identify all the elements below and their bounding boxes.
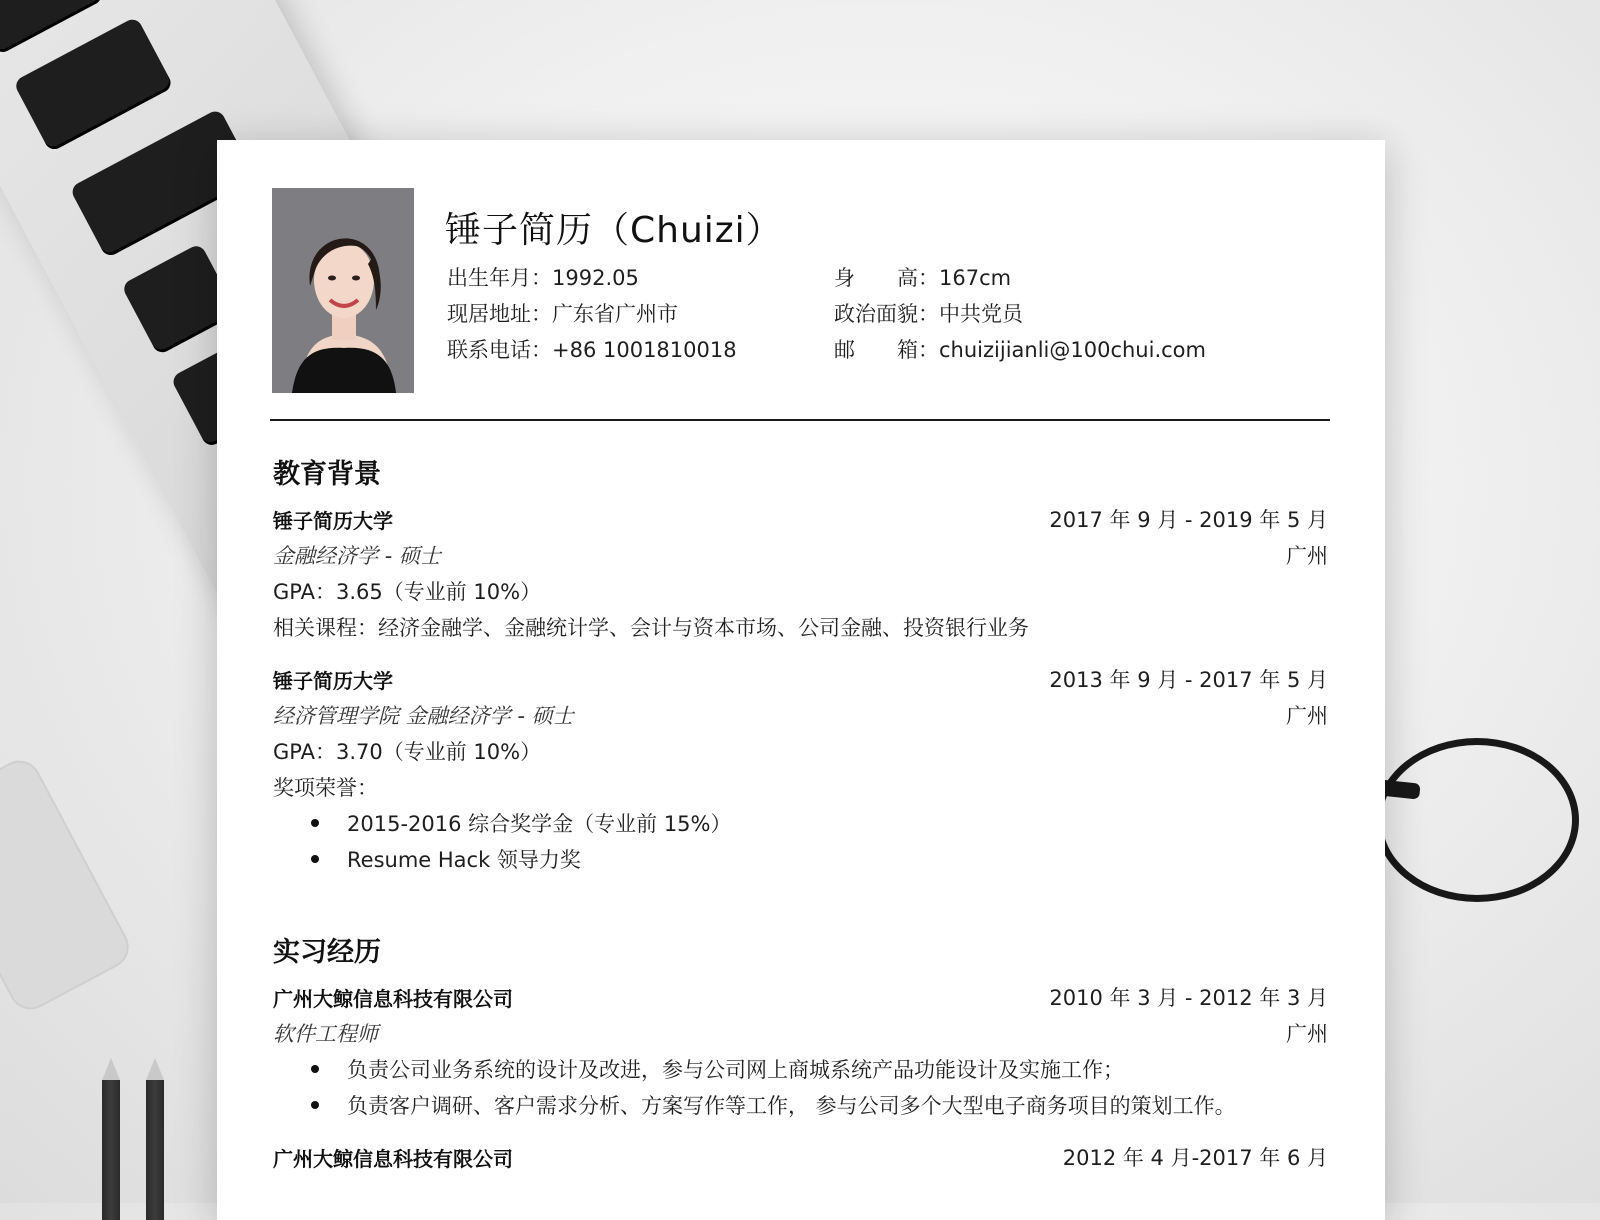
profile-photo <box>272 188 414 393</box>
section-title-internship: 实习经历 <box>273 937 381 968</box>
school-name: 锤子简历大学 <box>273 509 393 533</box>
resume-name: 锤子简历（Chuizi） <box>445 210 783 251</box>
education-location: 广州 <box>1286 704 1328 728</box>
phone: 联系电话：+86 1001810018 <box>447 338 737 362</box>
section-title-education: 教育背景 <box>273 459 381 490</box>
internship-date: 2012 年 4 月-2017 年 6 月 <box>1062 1146 1328 1170</box>
school-name: 锤子简历大学 <box>273 669 393 693</box>
bullet-icon <box>311 1101 319 1109</box>
education-date: 2013 年 9 月 - 2017 年 5 月 <box>1049 668 1328 692</box>
gpa: GPA：3.70（专业前 10%） <box>273 740 542 764</box>
height: 身 高：167cm <box>834 266 1012 290</box>
bullet-icon <box>311 819 319 827</box>
company-name: 广州大鲸信息科技有限公司 <box>273 987 513 1011</box>
address: 现居地址：广东省广州市 <box>447 302 678 326</box>
job-title: 软件工程师 <box>273 1022 378 1046</box>
honor-item: Resume Hack 领导力奖 <box>311 844 581 874</box>
header-divider <box>270 419 1330 421</box>
glasses-decoration <box>1375 738 1579 902</box>
gpa: GPA：3.65（专业前 10%） <box>273 580 542 604</box>
political-status: 政治面貌：中共党员 <box>834 302 1023 326</box>
duty-item: 负责公司业务系统的设计及改进，参与公司网上商城系统产品功能设计及实施工作； <box>311 1054 1124 1084</box>
degree: 经济管理学院 金融经济学 - 硕士 <box>273 704 574 728</box>
degree: 金融经济学 - 硕士 <box>273 544 441 568</box>
duty-item: 负责客户调研、客户需求分析、方案写作等工作， 参与公司多个大型电子商务项目的策划工作。 <box>311 1090 1236 1120</box>
courses: 相关课程：经济金融学、金融统计学、会计与资本市场、公司金融、投资银行业务 <box>273 616 1029 640</box>
bullet-icon <box>311 855 319 863</box>
email: 邮 箱：chuizijianli@100chui.com <box>834 338 1206 362</box>
honors-label: 奖项荣誉： <box>273 776 378 800</box>
education-location: 广州 <box>1286 544 1328 568</box>
internship-location: 广州 <box>1286 1022 1328 1046</box>
trackpad-decoration <box>0 753 136 1017</box>
internship-date: 2010 年 3 月 - 2012 年 3 月 <box>1049 986 1328 1010</box>
birth-date: 出生年月：1992.05 <box>447 266 639 290</box>
bullet-icon <box>311 1065 319 1073</box>
honor-item: 2015-2016 综合奖学金（专业前 15%） <box>311 808 732 838</box>
education-date: 2017 年 9 月 - 2019 年 5 月 <box>1049 508 1328 532</box>
company-name: 广州大鲸信息科技有限公司 <box>273 1147 513 1171</box>
pencil-decoration <box>102 1080 120 1220</box>
pencil-decoration <box>146 1080 164 1220</box>
resume-sheet <box>217 140 1385 1220</box>
